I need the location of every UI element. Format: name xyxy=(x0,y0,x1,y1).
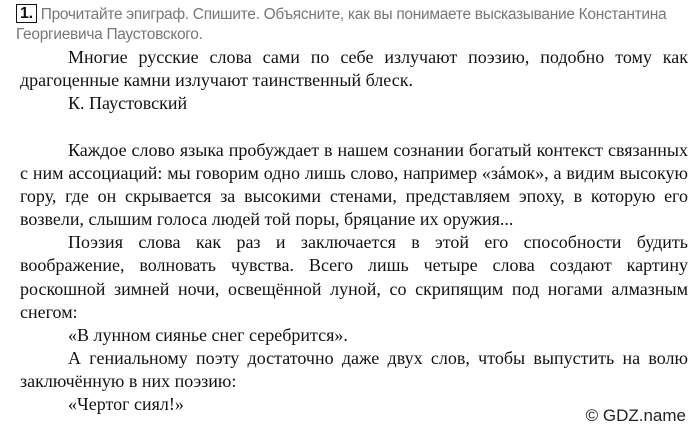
main-text xyxy=(20,139,688,416)
paragraph-3: А гениальному поэту достаточно даже двух слов, чтобы выпустить на волю заключённую в них поэзию: xyxy=(20,347,688,391)
paragraph-1: Каждое слово языка пробуждает в нашем сознании богатый контекст связанных с ним ассоциаций: мы говорим одно лишь слово, например «зáмок», а видим высокую гору, где он скрывается за высокими стенами, представляем эпоху, в которую его возвели, слышим голоса людей той поры, бряцание их оружия... xyxy=(20,140,688,230)
task-instruction xyxy=(16,4,696,45)
task-instruction-text: Прочитайте эпиграф. Спишите. Объясните, как вы понимаете высказывание Константина Георгиевича Паустовского. xyxy=(16,6,667,43)
epigraph-author: К. Паустовский xyxy=(68,93,188,113)
quote-1: «В лунном сиянье снег серебрится». xyxy=(68,324,348,345)
quote-2: «Чертог сиял!» xyxy=(68,394,184,415)
epigraph-text: Многие русские слова сами по себе излучают поэзию, подобно тому как драгоценные камни излучают таинственный блеск. xyxy=(20,47,688,90)
gdz-watermark: © GDZ.name xyxy=(585,406,686,425)
epigraph xyxy=(20,46,688,115)
paragraph-2: Поэзия слова как раз и заключается в этой его способности будить воображение, волновать чувства. Всего лишь четыре слова создают картину роскошной зимней ночи, освещённой луной, со скрипящим под ногами алмазным снегом: xyxy=(20,232,688,322)
task-number: 1. xyxy=(16,4,37,23)
